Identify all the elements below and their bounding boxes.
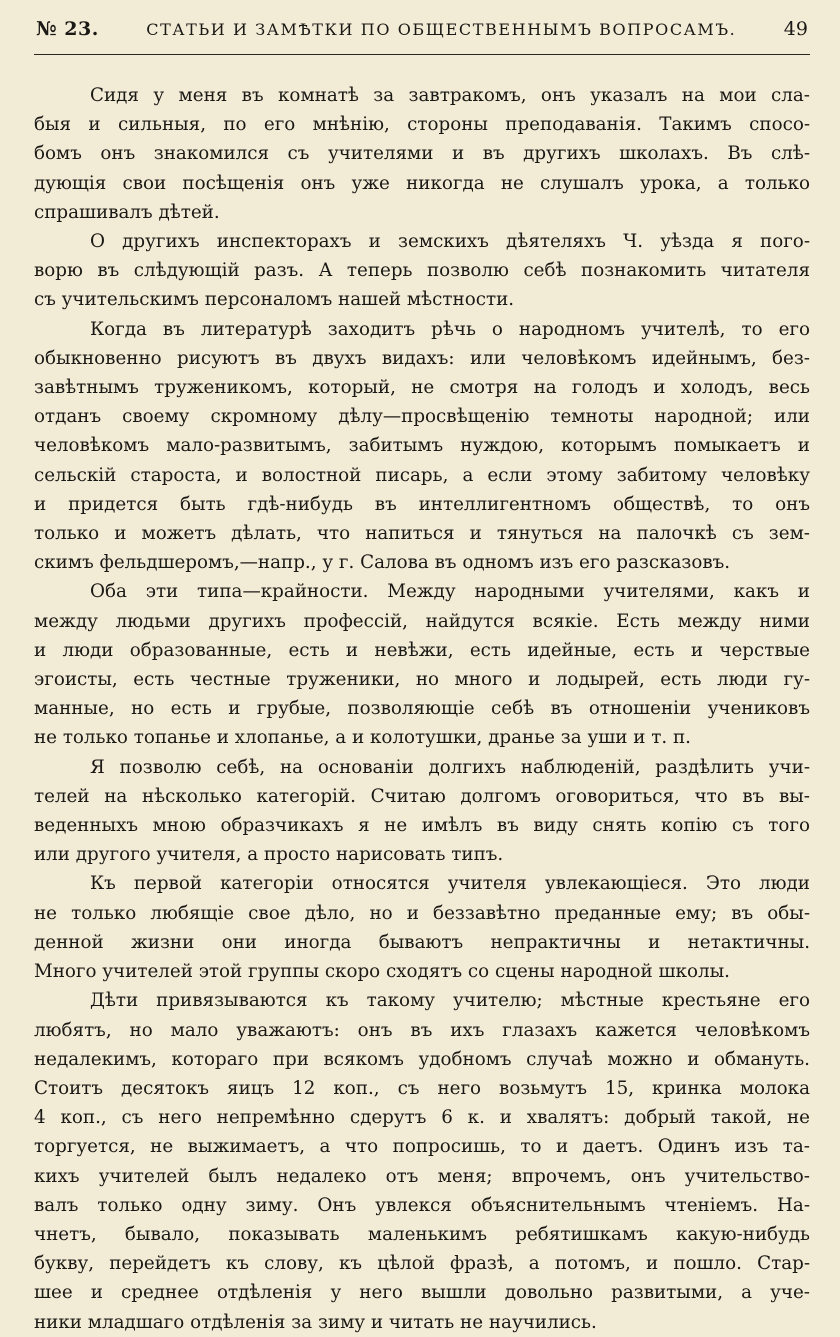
text-line: скимъ фельдшеромъ,—напр., у г. Салова въ одномъ изъ его разсказовъ. bbox=[34, 552, 731, 574]
text-line: между людьми другихъ профессій, найдутся всякіе. Есть между ними bbox=[34, 610, 810, 632]
text-line: завѣтнымъ труженикомъ, который, не смотря на голодъ и холодъ, весь bbox=[34, 377, 810, 399]
paragraph bbox=[34, 315, 810, 578]
text-line: любятъ, но мало уважаютъ: онъ въ ихъ глазахъ кажется человѣкомъ bbox=[34, 1019, 810, 1041]
text-line: не только любящіе свое дѣло, но и беззавѣтно преданные ему; въ обы- bbox=[34, 902, 810, 924]
text-line: Къ первой категоріи относятся учителя увлекающіеся. Это люди bbox=[90, 873, 810, 895]
text-line: 4 коп., съ него непремѣнно сдерутъ 6 к. и хвалятъ: добрый такой, не bbox=[34, 1107, 810, 1129]
text-line: только и можетъ дѣлать, что напиться и тянуться на палочкѣ съ зем- bbox=[34, 523, 810, 545]
article-body bbox=[34, 81, 810, 1337]
paragraph bbox=[34, 869, 810, 986]
paragraph bbox=[34, 986, 810, 1336]
text-line: веденныхъ мною образчикахъ я не имѣлъ въ виду снять копію съ того bbox=[34, 815, 810, 837]
paragraph bbox=[34, 81, 810, 227]
text-line: сельскій староста, и волостной писарь, а если этому забитому человѣку bbox=[34, 464, 810, 486]
text-line: спрашивалъ дѣтей. bbox=[34, 201, 220, 223]
text-line: букву, перейдетъ къ слову, къ цѣлой фразѣ, а потомъ, и пошло. Стар- bbox=[34, 1253, 810, 1275]
text-line: отданъ своему скромному дѣлу—просвѣщенію темноты народной; или bbox=[34, 406, 810, 428]
text-line: О другихъ инспекторахъ и земскихъ дѣятеляхъ Ч. уѣзда я пого- bbox=[90, 231, 810, 253]
text-line: недалекимъ, котораго при всякомъ удобномъ случаѣ можно и обмануть. bbox=[34, 1048, 810, 1070]
text-line: шее и среднее отдѣленія у него вышли довольно развитыми, а уче- bbox=[34, 1282, 810, 1304]
text-line: не только топанье и хлопанье, а и колотушки, дранье за уши и т. п. bbox=[34, 727, 691, 749]
text-line: чнетъ, бывало, показывать маленькимъ ребятишкамъ какую-нибудь bbox=[34, 1223, 810, 1245]
text-line: ворю въ слѣдующій разъ. А теперь позволю себѣ познакомить читателя bbox=[34, 260, 810, 282]
text-line: Много учителей этой группы скоро сходятъ со сцены народной школы. bbox=[34, 961, 730, 983]
text-line: валъ только одну зиму. Онъ увлекся объяснительнымъ чтеніемъ. На- bbox=[34, 1194, 810, 1216]
text-line: эгоисты, есть честные труженики, но много и лодырей, есть люди гу- bbox=[34, 669, 810, 691]
text-line: и люди образованные, есть и невѣжи, есть идейные, есть и черствые bbox=[34, 639, 810, 661]
text-line: бомъ онъ знакомился съ учителями и въ другихъ школахъ. Въ слѣ- bbox=[34, 143, 810, 165]
text-line: Оба эти типа—крайности. Между народными учителями, какъ и bbox=[90, 581, 810, 603]
text-line: манные, но есть и грубые, позволяющіе себѣ въ отношеніи учениковъ bbox=[34, 698, 810, 720]
text-line: Стоитъ десятокъ яицъ 12 коп., съ него возьмутъ 15, кринка молока bbox=[34, 1077, 810, 1099]
text-line: Дѣти привязываются къ такому учителю; мѣстные крестьяне его bbox=[90, 990, 810, 1012]
issue-number: № 23. bbox=[36, 18, 99, 40]
text-line: обыкновенно рисуютъ въ двухъ видахъ: или человѣкомъ идейнымъ, без- bbox=[34, 347, 810, 369]
text-line: кихъ учителей былъ недалеко отъ меня; впрочемъ, онъ учительство- bbox=[34, 1165, 810, 1187]
text-line: телей на нѣсколько категорій. Считаю долгомъ оговориться, что въ вы- bbox=[34, 785, 810, 807]
paragraph bbox=[34, 577, 810, 752]
text-line: торгуется, не выжимаетъ, а что попросишь, то и даетъ. Одинъ изъ та- bbox=[34, 1136, 810, 1158]
page-number: 49 bbox=[783, 18, 808, 40]
text-line: съ учительскимъ персоналомъ нашей мѣстности. bbox=[34, 289, 515, 311]
running-header bbox=[34, 18, 810, 55]
text-line: Сидя у меня въ комнатѣ за завтракомъ, онъ указалъ на мои сла- bbox=[90, 85, 810, 106]
text-line: денной жизни они иногда бываютъ непрактичны и нетактичны. bbox=[34, 931, 810, 953]
paragraph bbox=[34, 753, 810, 870]
text-line: и придется быть гдѣ-нибудь въ интеллигентномъ обществѣ, то онъ bbox=[34, 493, 810, 515]
text-line: человѣкомъ мало-развитымъ, забитымъ нуждою, которымъ помыкаетъ и bbox=[34, 435, 810, 457]
text-line: или другого учителя, а просто нарисовать типъ. bbox=[34, 844, 504, 866]
section-title: СТАТЬИ И ЗАМѢТКИ ПО ОБЩЕСТВЕННЫМЪ ВОПРОСАМЪ. bbox=[146, 20, 737, 39]
text-line: дующія свои посѣщенія онъ уже никогда не слушалъ урока, а только bbox=[34, 172, 810, 194]
text-line: Я позволю себѣ, на основаніи долгихъ наблюденій, раздѣлить учи- bbox=[90, 756, 810, 778]
text-line: Когда въ литературѣ заходитъ рѣчь о народномъ учителѣ, то его bbox=[90, 318, 810, 340]
text-line: ники младшаго отдѣленія за зиму и читать не научились. bbox=[34, 1311, 597, 1333]
paragraph bbox=[34, 227, 810, 315]
text-line: быя и сильныя, по его мнѣнію, стороны преподаванія. Такимъ спосо- bbox=[34, 114, 810, 136]
